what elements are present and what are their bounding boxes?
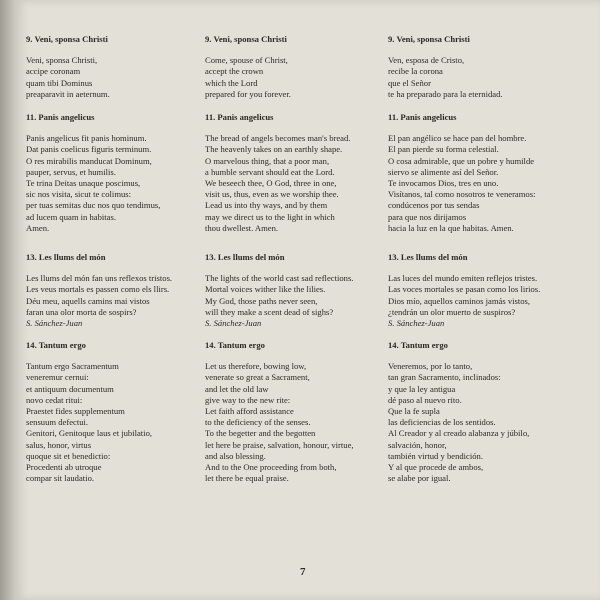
song-title: 11. Panis angelicus (26, 112, 95, 122)
lyric-line: thou dwellest. Amen. (205, 222, 279, 233)
song-title: 14. Tantum ergo (26, 340, 86, 350)
lyric-line: Dios mío, aquellos caminos jamás vistos, (388, 295, 531, 306)
lyric-line: O marvelous thing, that a poor man, (205, 155, 330, 166)
lyric-line: and let the old law (205, 383, 269, 394)
lyric-line: visit us, thus, even as we worship thee. (205, 189, 339, 200)
lyric-line: Dat panis coelicus figuris terminum. (26, 144, 152, 155)
lyric-line: will they make a scent dead of sighs? (205, 306, 334, 317)
lyric-line: per tuas semitas duc nos quo tendimus, (26, 200, 161, 211)
song-title: 13. Les llums del món (26, 252, 106, 262)
song-section (388, 34, 578, 100)
song-title: 13. Les llums del món (388, 252, 468, 262)
author-credit: S. Sánchez-Juan (26, 318, 83, 329)
lyric-line: y que la ley antigua (388, 383, 456, 394)
lyric-line: Mortal voices wither like the lilies. (205, 284, 326, 295)
lyric-line: que el Señor (388, 77, 431, 88)
author-credit: S. Sánchez-Juan (388, 318, 445, 329)
song-section (388, 252, 578, 329)
lyric-line: Les veus mortals es passen como els llirs. (26, 284, 170, 295)
lyric-line: to the deficiency of the senses. (205, 417, 311, 428)
lyric-line: veneremur cernui: (26, 372, 89, 383)
lyric-line: Let faith afford assistance (205, 406, 294, 417)
lyric-line: recibe la corona (388, 66, 443, 77)
lyric-line: which the Lord (205, 77, 258, 88)
lyric-line: accept the crown (205, 66, 264, 77)
song-section (388, 112, 578, 234)
song-title: 13. Les llums del món (205, 252, 285, 262)
lyric-line: Veneremos, por lo tanto, (388, 361, 473, 372)
lyric-line: El pan angélico se hace pan del hombre. (388, 133, 527, 144)
song-section (26, 340, 216, 484)
lyric-line: And to the One proceeding from both, (205, 462, 337, 473)
lyric-line: salvación, honor, (388, 439, 447, 450)
lyric-line: Y al que procede de ambos, (388, 462, 484, 473)
song-section (26, 252, 216, 329)
lyric-line: O cosa admirable, que un pobre y humilde (388, 155, 535, 166)
lyric-line: ad lucem quam in habitas. (26, 211, 116, 222)
song-title: 14. Tantum ergo (205, 340, 265, 350)
lyric-line: tan gran Sacramento, inclinados: (388, 372, 501, 383)
lyric-line: let here be praise, salvation, honour, virtue, (205, 439, 354, 450)
lyric-line: accipe coronam (26, 66, 81, 77)
lyric-line: Lead us into thy ways, and by them (205, 200, 328, 211)
lyric-line: preaparavit in aeternum. (26, 88, 110, 99)
lyric-line: faran una olor morta de sospirs? (26, 306, 137, 317)
lyric-line: siervo se alimente así del Señor. (388, 166, 499, 177)
lyric-line: Déu meu, aquells camins mai vistos (26, 295, 150, 306)
lyric-line: Al Creador y al creado alabanza y júbilo, (388, 428, 530, 439)
lyric-line: Las luces del mundo emiten reflejos tristes. (388, 273, 538, 284)
lyric-line: sensuum defectui. (26, 417, 89, 428)
lyric-line: Que la fe supla (388, 406, 440, 417)
lyric-line: To the begetter and the begotten (205, 428, 316, 439)
lyric-line: venerate so great a Sacrament, (205, 372, 310, 383)
song-title: 9. Veni, sponsa Christi (388, 34, 470, 44)
lyric-line: dé paso al nuevo rito. (388, 394, 462, 405)
lyric-line: My God, those paths never seen, (205, 295, 318, 306)
lyric-line: give way to the new rite: (205, 394, 291, 405)
lyric-line: Praestet fides supplementum (26, 406, 125, 417)
lyric-line: pauper, servus, et humilis. (26, 166, 116, 177)
lyric-line: Amen. (26, 222, 50, 233)
lyric-line: hacia la luz en la que habitas. Amen. (388, 222, 514, 233)
song-title: 14. Tantum ergo (388, 340, 448, 350)
lyric-line: let there be equal praise. (205, 473, 289, 484)
page-number: 7 (300, 566, 306, 578)
lyric-line: O res mirabilis manducat Dominum, (26, 155, 152, 166)
lyric-line: may we direct us to the light in which (205, 211, 335, 222)
lyric-line: The bread of angels becomes man's bread. (205, 133, 351, 144)
lyric-line: se alabe por igual. (388, 473, 451, 484)
lyric-line: también virtud y bendición. (388, 450, 483, 461)
song-section (205, 340, 395, 484)
lyric-line: Te invocamos Dios, tres en uno. (388, 178, 499, 189)
lyric-line: Veni, sponsa Christi, (26, 55, 98, 66)
lyric-line: quoque sit et benedictio: (26, 450, 111, 461)
lyric-line: a humble servant should eat the Lord. (205, 166, 335, 177)
lyric-line: novo cedat ritui: (26, 394, 83, 405)
lyric-line: salus, honor, virtus (26, 439, 92, 450)
lyric-line: prepared for you forever. (205, 88, 291, 99)
author-credit: S. Sánchez-Juan (205, 318, 262, 329)
lyric-line: Te trina Deitas unaque poscimus, (26, 178, 141, 189)
lyric-line: Procedenti ab utroque (26, 462, 102, 473)
lyric-line: Les llums del món fan uns reflexos tristos. (26, 273, 173, 284)
lyric-line: compar sit laudatio. (26, 473, 95, 484)
song-section (388, 340, 578, 484)
lyric-line: sic nos visita, sicut te colimus: (26, 189, 132, 200)
lyric-line: para que nos dirijamos (388, 211, 467, 222)
lyric-line: condúcenos por tus sendas (388, 200, 480, 211)
lyric-line: las deficiencias de los sentidos. (388, 417, 496, 428)
song-title: 11. Panis angelicus (205, 112, 274, 122)
lyric-line: Visítanos, tal como nosotros te veneramos: (388, 189, 536, 200)
lyric-line: Panis angelicus fit panis hominum. (26, 133, 147, 144)
book-gutter (0, 0, 14, 600)
lyric-line: Let us therefore, bowing low, (205, 361, 307, 372)
lyric-line: We beseech thee, O God, three in one, (205, 178, 337, 189)
song-section (205, 34, 395, 100)
lyric-line: The heavenly takes on an earthly shape. (205, 144, 343, 155)
lyric-line: Come, spouse of Christ, (205, 55, 288, 66)
lyric-line: El pan pierde su forma celestial. (388, 144, 499, 155)
song-section (26, 34, 216, 100)
lyric-line: ¿tendrán un olor muerto de suspiros? (388, 306, 516, 317)
song-title: 11. Panis angelicus (388, 112, 457, 122)
lyric-line: te ha preparado para la eternidad. (388, 88, 503, 99)
song-title: 9. Veni, sponsa Christi (205, 34, 287, 44)
song-title: 9. Veni, sponsa Christi (26, 34, 108, 44)
lyric-line: Genitori, Genitoque laus et jubilatio, (26, 428, 153, 439)
lyric-line: Tantum ergo Sacramentum (26, 361, 119, 372)
song-section (205, 252, 395, 329)
lyric-line: quam tibi Dominus (26, 77, 93, 88)
lyric-line: Ven, esposa de Cristo, (388, 55, 465, 66)
song-section (205, 112, 395, 234)
lyric-line: The lights of the world cast sad reflections. (205, 273, 354, 284)
lyric-line: and also blessing. (205, 450, 266, 461)
song-section (26, 112, 216, 234)
lyric-line: Las voces mortales se pasan como los lirios. (388, 284, 541, 295)
lyric-line: et antiquum documentum (26, 383, 114, 394)
